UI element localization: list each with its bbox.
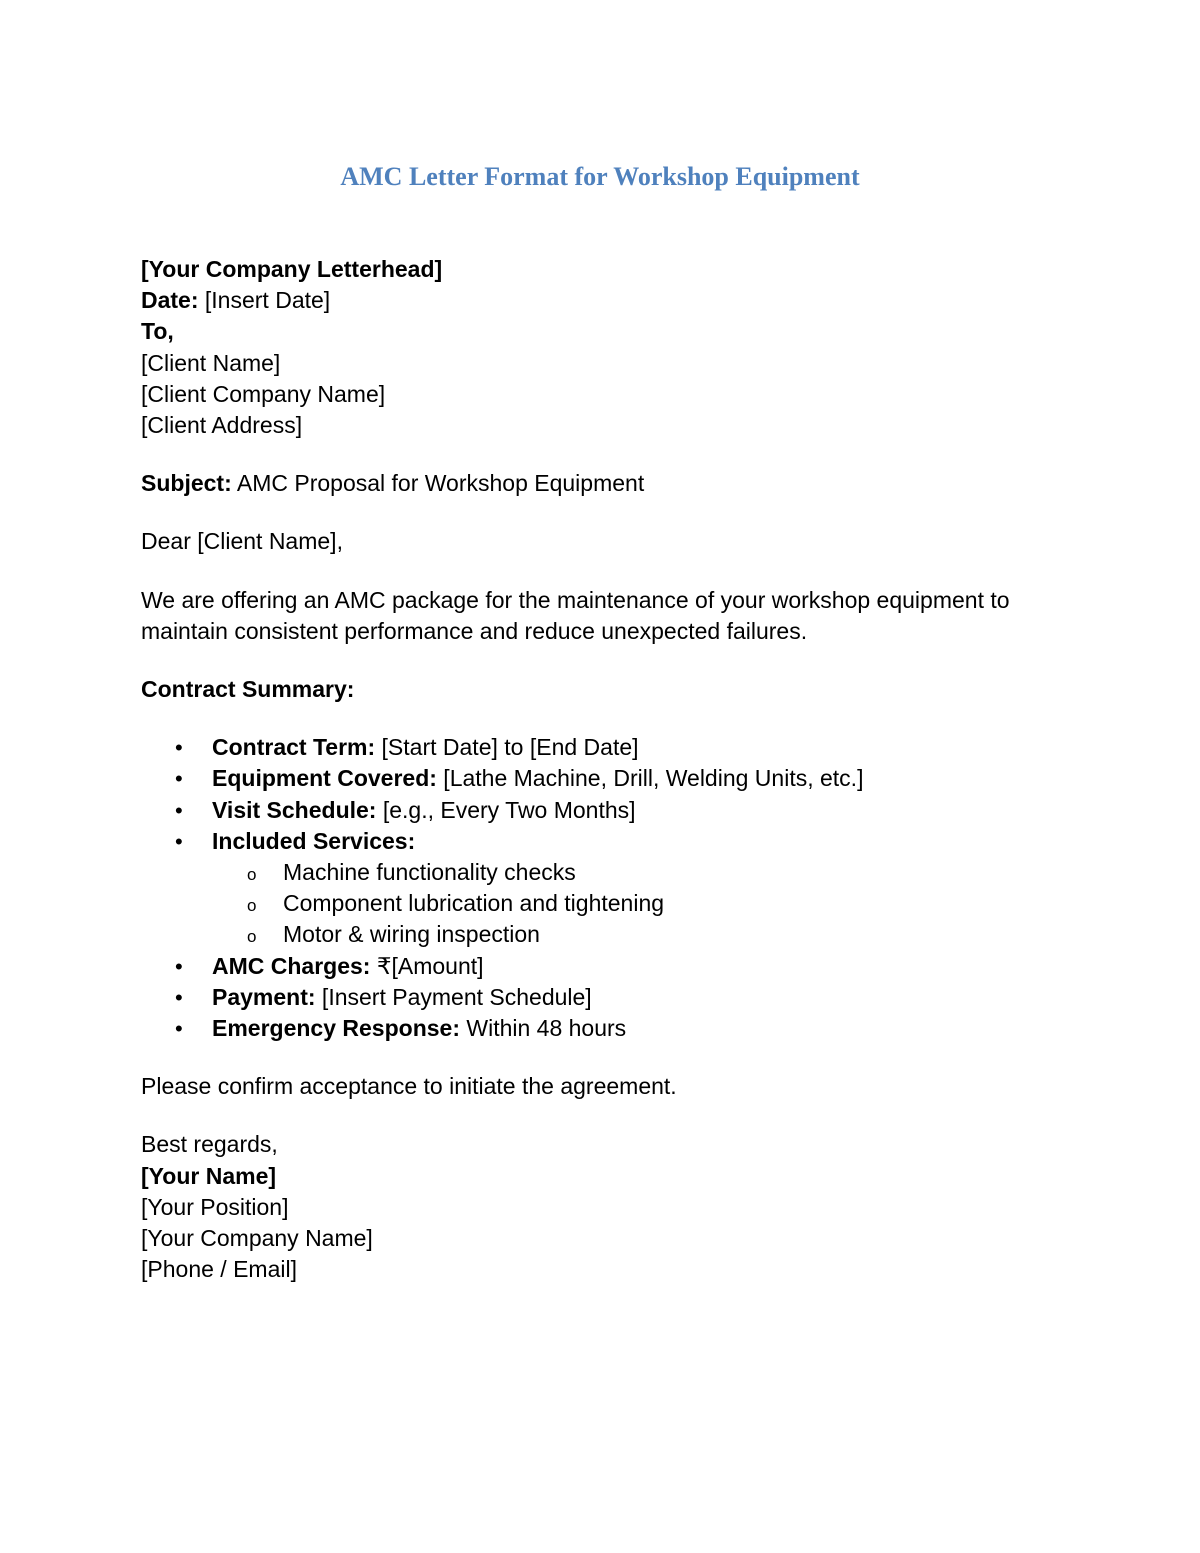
item-label: Emergency Response: xyxy=(212,1015,460,1042)
subject-label: Subject: xyxy=(141,470,232,497)
salutation: Dear [Client Name], xyxy=(141,528,343,555)
subject-value: AMC Proposal for Workshop Equipment xyxy=(231,470,645,497)
item-label: Included Services: xyxy=(212,827,416,854)
services-sublist xyxy=(212,857,1061,951)
item-label: AMC Charges: xyxy=(212,952,371,979)
intro-line-2: maintain consistent performance and reduce unexpected failures. xyxy=(141,617,808,644)
list-item xyxy=(141,951,1061,982)
date-value: [Insert Date] xyxy=(198,287,331,314)
client-company: [Client Company Name] xyxy=(141,380,386,407)
regards: Best regards, xyxy=(141,1131,278,1158)
item-label: Contract Term: xyxy=(212,734,376,761)
list-item xyxy=(141,732,1061,763)
item-value: [Insert Payment Schedule] xyxy=(315,983,592,1010)
signer-company: [Your Company Name] xyxy=(141,1225,373,1252)
date-line xyxy=(141,285,1061,316)
item-value: [e.g., Every Two Months] xyxy=(376,796,636,823)
list-item xyxy=(141,826,1061,951)
subject-line xyxy=(141,468,1061,499)
page-title: AMC Letter Format for Workshop Equipment xyxy=(340,162,860,191)
date-label: Date: xyxy=(141,287,199,314)
item-value: [Lathe Machine, Drill, Welding Units, etc.] xyxy=(436,765,864,792)
confirm-text: Please confirm acceptance to initiate the agreement. xyxy=(141,1073,677,1100)
item-value: [Start Date] to [End Date] xyxy=(375,734,639,761)
list-item xyxy=(141,795,1061,826)
signer-contact: [Phone / Email] xyxy=(141,1256,297,1283)
sub-list-item: o Component lubrication and tightening xyxy=(212,888,1061,919)
summary-list xyxy=(141,732,1061,1044)
sub-list-item: o Machine functionality checks xyxy=(212,857,1061,888)
summary-heading: Contract Summary: xyxy=(141,676,355,703)
client-address: [Client Address] xyxy=(141,412,303,439)
intro-line-1: We are offering an AMC package for the maintenance of your workshop equipment to xyxy=(141,586,1010,613)
item-label: Visit Schedule: xyxy=(212,796,377,823)
item-label: Payment: xyxy=(212,983,316,1010)
item-value: Within 48 hours xyxy=(459,1015,627,1042)
signer-position: [Your Position] xyxy=(141,1193,289,1220)
item-value: ₹[Amount] xyxy=(370,952,484,979)
sub-list-item: o Motor & wiring inspection xyxy=(212,919,1061,950)
signer-name: [Your Name] xyxy=(141,1162,277,1189)
letter-body xyxy=(141,254,1061,1285)
client-name: [Client Name] xyxy=(141,349,281,376)
list-item xyxy=(141,1013,1061,1044)
list-item xyxy=(141,982,1061,1013)
item-label: Equipment Covered: xyxy=(212,765,437,792)
list-item xyxy=(141,763,1061,794)
to-label: To, xyxy=(141,318,174,345)
letterhead: [Your Company Letterhead] xyxy=(141,256,443,282)
